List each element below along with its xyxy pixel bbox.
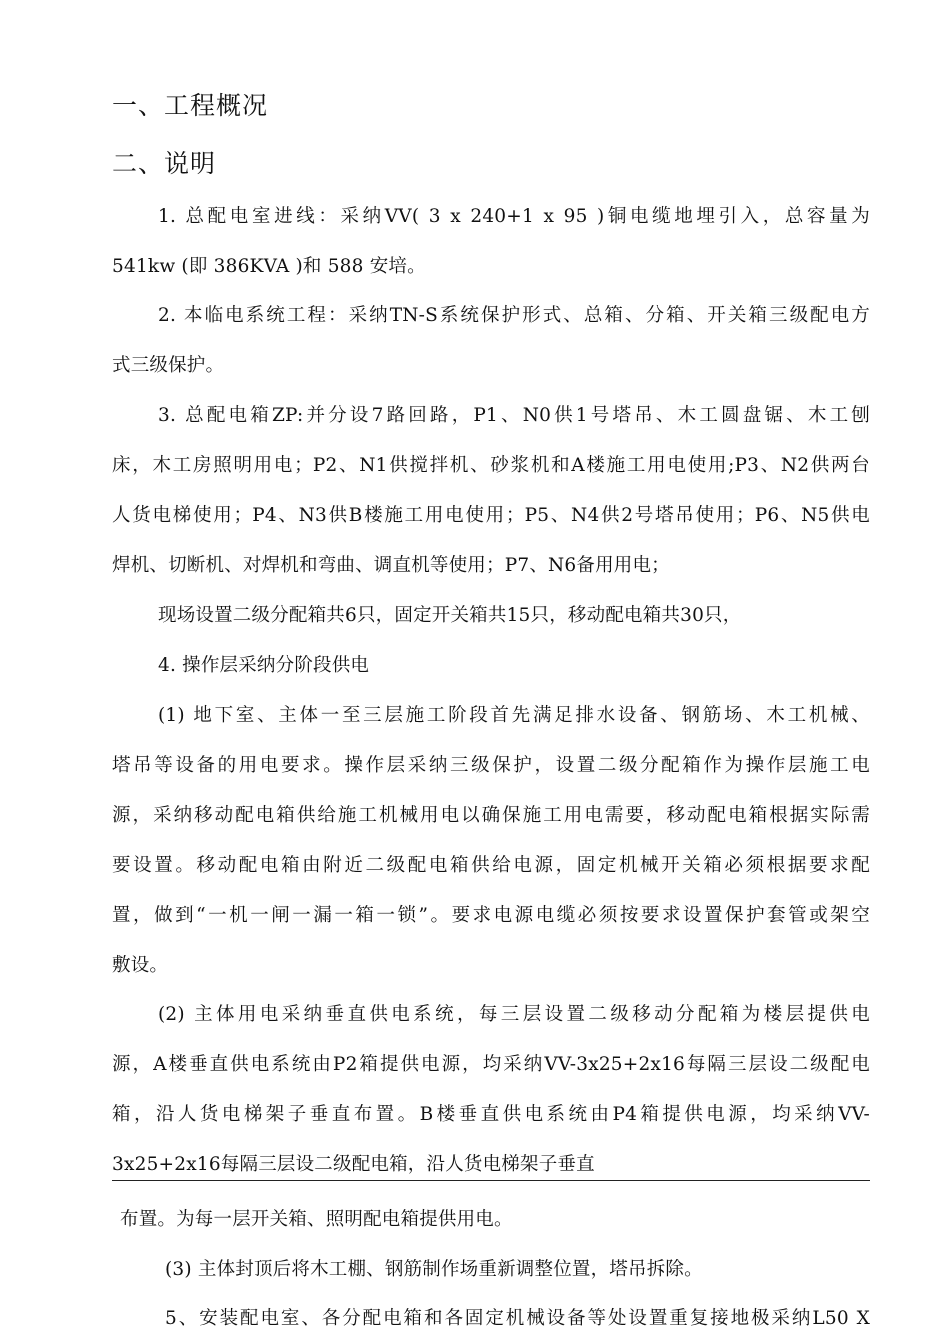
paragraph-line: 3x25+2x16每隔三层设二级配电箱，沿人货电梯架子垂直: [112, 1154, 595, 1175]
paragraph-line: (3) 主体封顶后将木工棚、钢筋制作场重新调整位置，塔吊拆除。: [165, 1259, 703, 1280]
paragraph-line: 要设置。移动配电箱由附近二级配电箱供给电源，固定机械开关箱必须根据要求配: [112, 855, 870, 876]
page-divider: [112, 1180, 870, 1181]
paragraph-line: 4. 操作层采纳分阶段供电: [158, 655, 370, 676]
section-heading-notes: 二、说明: [112, 149, 217, 178]
paragraph-line: (1) 地下室、主体一至三层施工阶段首先满足排水设备、钢筋场、木工机械、: [158, 705, 870, 726]
paragraph-line: 式三级保护。: [112, 355, 225, 376]
paragraph-line: 5、安装配电室、各分配电箱和各固定机械设备等处设置重复接地极采纳L50 X: [165, 1308, 870, 1329]
paragraph-line: (2) 主体用电采纳垂直供电系统，每三层设置二级移动分配箱为楼层提供电: [158, 1004, 870, 1025]
paragraph-line: 床，木工房照明用电；P2、N1供搅拌机、砂浆机和A楼施工用电使用;P3、N2供两台: [112, 455, 870, 476]
paragraph-line: 现场设置二级分配箱共6只，固定开关箱共15只，移动配电箱共30只，: [158, 605, 742, 626]
paragraph-line: 541kw (即 386KVA )和 588 安培。: [112, 256, 426, 277]
paragraph-line: 布置。为每一层开关箱、照明配电箱提供用电。: [120, 1209, 513, 1230]
paragraph-line: 人货电梯使用；P4、N3供B楼施工用电使用；P5、N4供2号塔吊使用；P6、N5供电: [112, 505, 870, 526]
paragraph-line: 源，A楼垂直供电系统由P2箱提供电源，均采纳VV-3x25+2x16每隔三层设二级配电: [112, 1054, 870, 1075]
paragraph-line: 敷设。: [112, 955, 169, 976]
section-heading-overview: 一、工程概况: [112, 91, 269, 120]
paragraph-line: 焊机、切断机、对焊机和弯曲、调直机等使用；P7、N6备用用电；: [112, 555, 670, 576]
paragraph-line: 箱，沿人货电梯架子垂直布置。B楼垂直供电系统由P4箱提供电源，均采纳VV-: [112, 1104, 870, 1125]
paragraph-line: 塔吊等设备的用电要求。操作层采纳三级保护，设置二级分配箱作为操作层施工电: [112, 755, 870, 776]
paragraph-line: 1. 总配电室进线：采纳VV( 3 x 240+1 x 95 )铜电缆地埋引入，总容量为: [158, 206, 870, 227]
paragraph-line: 源，采纳移动配电箱供给施工机械用电以确保施工用电需要，移动配电箱根据实际需: [112, 805, 870, 826]
paragraph-line: 置，做到“一机一闸一漏一箱一锁”。要求电源电缆必须按要求设置保护套管或架空: [112, 905, 870, 926]
paragraph-line: 3. 总配电箱ZP:并分设7路回路，P1、N0供1号塔吊、木工圆盘锯、木工刨: [158, 405, 870, 426]
paragraph-line: 2. 本临电系统工程：采纳TN-S系统保护形式、总箱、分箱、开关箱三级配电方: [158, 305, 870, 326]
